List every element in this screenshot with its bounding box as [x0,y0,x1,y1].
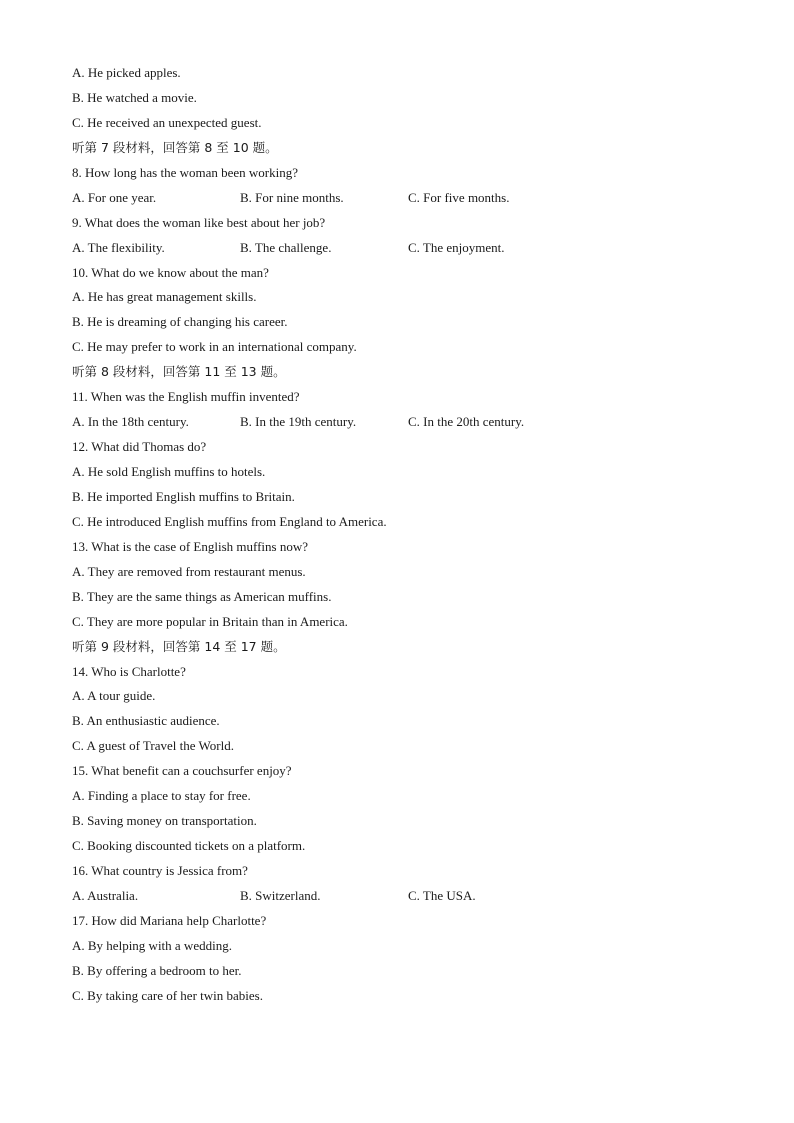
q9-option-c: C. The enjoyment. [408,239,505,255]
q11-question: 11. When was the English muffin invented? [72,389,300,405]
q7-option-c: C. He received an unexpected guest. [72,114,262,130]
q7-option-a: A. He picked apples. [72,65,181,80]
q12-question: 12. What did Thomas do? [72,439,207,455]
q11-options [72,410,722,435]
q10-question: 10. What do we know about the man? [72,264,269,280]
exam-page [72,61,722,1009]
q16-option-a: A. Australia. [72,887,139,903]
q17-option-a: A. By helping with a wedding. [72,937,232,953]
section-7-heading: 听第 7 段材料，回答第 8 至 10 题。 [72,139,278,155]
q8-question: 8. How long has the woman been working? [72,164,299,180]
q10-option-b: B. He is dreaming of changing his career. [72,314,288,330]
q13-question: 13. What is the case of English muffins now? [72,538,309,554]
q10-option-c: C. He may prefer to work in an international company. [72,339,357,355]
q16-option-b: B. Switzerland. [240,887,321,903]
q16-options [72,884,722,909]
q17-option-b: B. By offering a bedroom to her. [72,962,242,978]
q17-option-c: C. By taking care of her twin babies. [72,987,263,1003]
q15-option-c: C. Booking discounted tickets on a platform. [72,838,306,854]
q9-option-a: A. The flexibility. [72,239,165,255]
q7-option-b: B. He watched a movie. [72,89,197,105]
q11-option-b: B. In the 19th century. [240,414,357,430]
q12-option-b: B. He imported English muffins to Britain. [72,488,295,504]
q8-option-b: B. For nine months. [240,189,344,205]
q9-question: 9. What does the woman like best about her job? [72,214,326,230]
q12-option-a: A. He sold English muffins to hotels. [72,464,266,479]
q11-option-c: C. In the 20th century. [408,414,525,430]
q14-question: 14. Who is Charlotte? [72,663,186,679]
q14-option-c: C. A guest of Travel the World. [72,738,234,754]
q17-question: 17. How did Mariana help Charlotte? [72,912,267,928]
q13-option-a: A. They are removed from restaurant menus. [72,563,306,579]
q15-option-a: A. Finding a place to stay for free. [72,788,251,804]
section-8-heading: 听第 8 段材料，回答第 11 至 13 题。 [72,364,286,380]
q15-question: 15. What benefit can a couchsurfer enjoy? [72,763,292,779]
q11-option-a: A. In the 18th century. [72,414,189,430]
section-9-heading: 听第 9 段材料，回答第 14 至 17 题。 [72,638,286,654]
q9-option-b: B. The challenge. [240,239,332,255]
q9-options [72,236,722,261]
q8-option-c: C. For five months. [408,189,510,205]
q16-question: 16. What country is Jessica from? [72,863,248,878]
q13-option-c: C. They are more popular in Britain than in America. [72,613,348,629]
q8-option-a: A. For one year. [72,189,157,205]
q15-option-b: B. Saving money on transportation. [72,813,257,829]
q12-option-c: C. He introduced English muffins from England to America. [72,513,387,529]
q14-option-a: A. A tour guide. [72,688,156,704]
q16-option-c: C. The USA. [408,887,476,903]
q10-option-a: A. He has great management skills. [72,289,257,305]
q13-option-b: B. They are the same things as American muffins. [72,588,332,604]
q14-option-b: B. An enthusiastic audience. [72,713,220,729]
q8-options [72,186,722,211]
